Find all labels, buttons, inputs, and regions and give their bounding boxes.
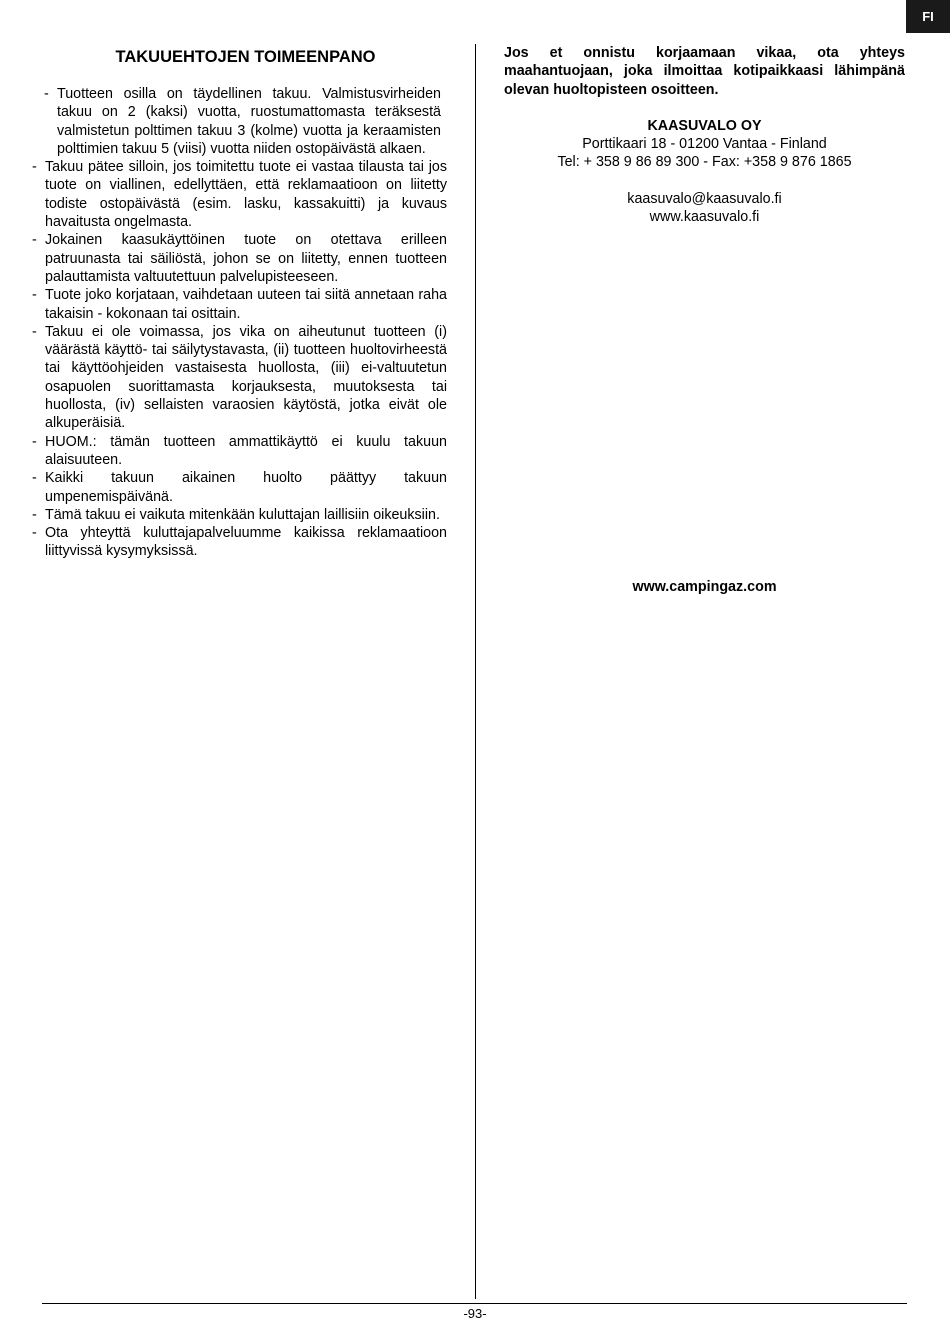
language-tab: FI — [906, 0, 950, 33]
company-name: KAASUVALO OY — [647, 117, 762, 134]
bullet-dash: - — [32, 287, 37, 304]
list-item-text: Tämä takuu ei vaikuta mitenkään kuluttajan laillisiin oikeuksiin. — [45, 506, 440, 523]
list-item — [32, 469, 447, 506]
contact-block — [504, 190, 905, 227]
list-item — [32, 433, 447, 470]
company-phone-fax: Tel: + 358 9 86 89 300 - Fax: +358 9 876 1865 — [557, 154, 852, 171]
list-item-text: Ota yhteyttä kuluttajapalveluumme kaikissa reklamaatioon liittyvissä kysymyksissä. — [45, 525, 447, 560]
list-item-text: Takuu pätee silloin, jos toimitettu tuote ei vastaa tilausta tai jos tuote on viallinen, edellyttäen, että reklamaatioon on liitetty todiste ostopäivästä (esim. lasku, kassakuitti) ja kuvaus havaitusta ongelmasta. — [45, 159, 447, 231]
list-item-text: Tuotteen osilla on täydellinen takuu. Valmistusvirheiden takuu on 2 (kaksi) vuotta, ruostumattomasta teräksestä valmistetun polttimen takuu 3 (kolme) vuotta ja keraamisten polttimien takuu 5 (viisi) vuotta niiden ostopäivästä alkaen. — [57, 86, 441, 157]
company-web: www.kaasuvalo.fi — [649, 209, 760, 226]
service-intro: Jos et onnistu korjaamaan vikaa, ota yhteys maahantuojaan, joka ilmoittaa kotipaikkaasi lähimpänä olevan huoltopisteen osoitteen. — [504, 45, 905, 98]
list-item — [32, 286, 447, 323]
list-item — [32, 524, 447, 561]
footer-rule — [42, 1303, 907, 1304]
page-title: TAKUUEHTOJEN TOIMEENPANO — [115, 48, 376, 66]
page-number: -93- — [463, 1306, 487, 1321]
bullet-dash: - — [32, 525, 37, 542]
column-divider — [475, 44, 476, 1299]
list-item — [32, 323, 447, 433]
list-item — [32, 85, 447, 158]
bullet-dash: - — [32, 433, 37, 450]
list-item-text: Tuote joko korjataan, vaihdetaan uuteen tai siitä annetaan raha takaisin - kokonaan tai osittain. — [45, 287, 447, 322]
list-item-text: Jokainen kaasukäyttöinen tuote on otettava erilleen patruunasta tai säiliöstä, johon se on liitetty, ennen tuotteen palauttamista valtuutettuun palvelupisteeseen. — [45, 232, 447, 285]
bullet-dash: - — [32, 159, 37, 176]
company-email: kaasuvalo@kaasuvalo.fi — [627, 190, 782, 207]
list-item-text: Takuu ei ole voimassa, jos vika on aiheutunut tuotteen (i) väärästä käyttö- tai säilytystavasta, (ii) tuotteen huoltovirheestä tai käyttöohjeiden vastaisesta huollosta, (iii) ei-valtuutetun osapuolen suorittamasta korjauksesta, muutoksesta tai huollosta, (iv) sellaisten varaosien käytöstä, jotka eivät ole alkuperäisiä. — [45, 323, 447, 432]
bullet-dash: - — [32, 323, 37, 340]
bullet-dash: - — [32, 232, 37, 249]
company-address: Porttikaari 18 - 01200 Vantaa - Finland — [582, 136, 827, 153]
warranty-column — [32, 43, 447, 561]
bullet-dash: - — [44, 86, 49, 102]
list-item — [32, 231, 447, 286]
bullet-dash: - — [32, 470, 37, 487]
list-item — [32, 158, 447, 231]
list-item-text: HUOM.: tämän tuotteen ammattikäyttö ei kuulu takuun alaisuuteen. — [45, 433, 447, 468]
bullet-dash: - — [32, 506, 37, 523]
brand-website: www.campingaz.com — [632, 579, 777, 595]
company-block — [504, 117, 905, 172]
contact-column — [504, 44, 905, 595]
list-item — [32, 506, 447, 524]
warranty-terms-list — [32, 85, 447, 561]
list-item-text: Kaikki takuun aikainen huolto päättyy takuun umpenemispäivänä. — [45, 470, 447, 505]
